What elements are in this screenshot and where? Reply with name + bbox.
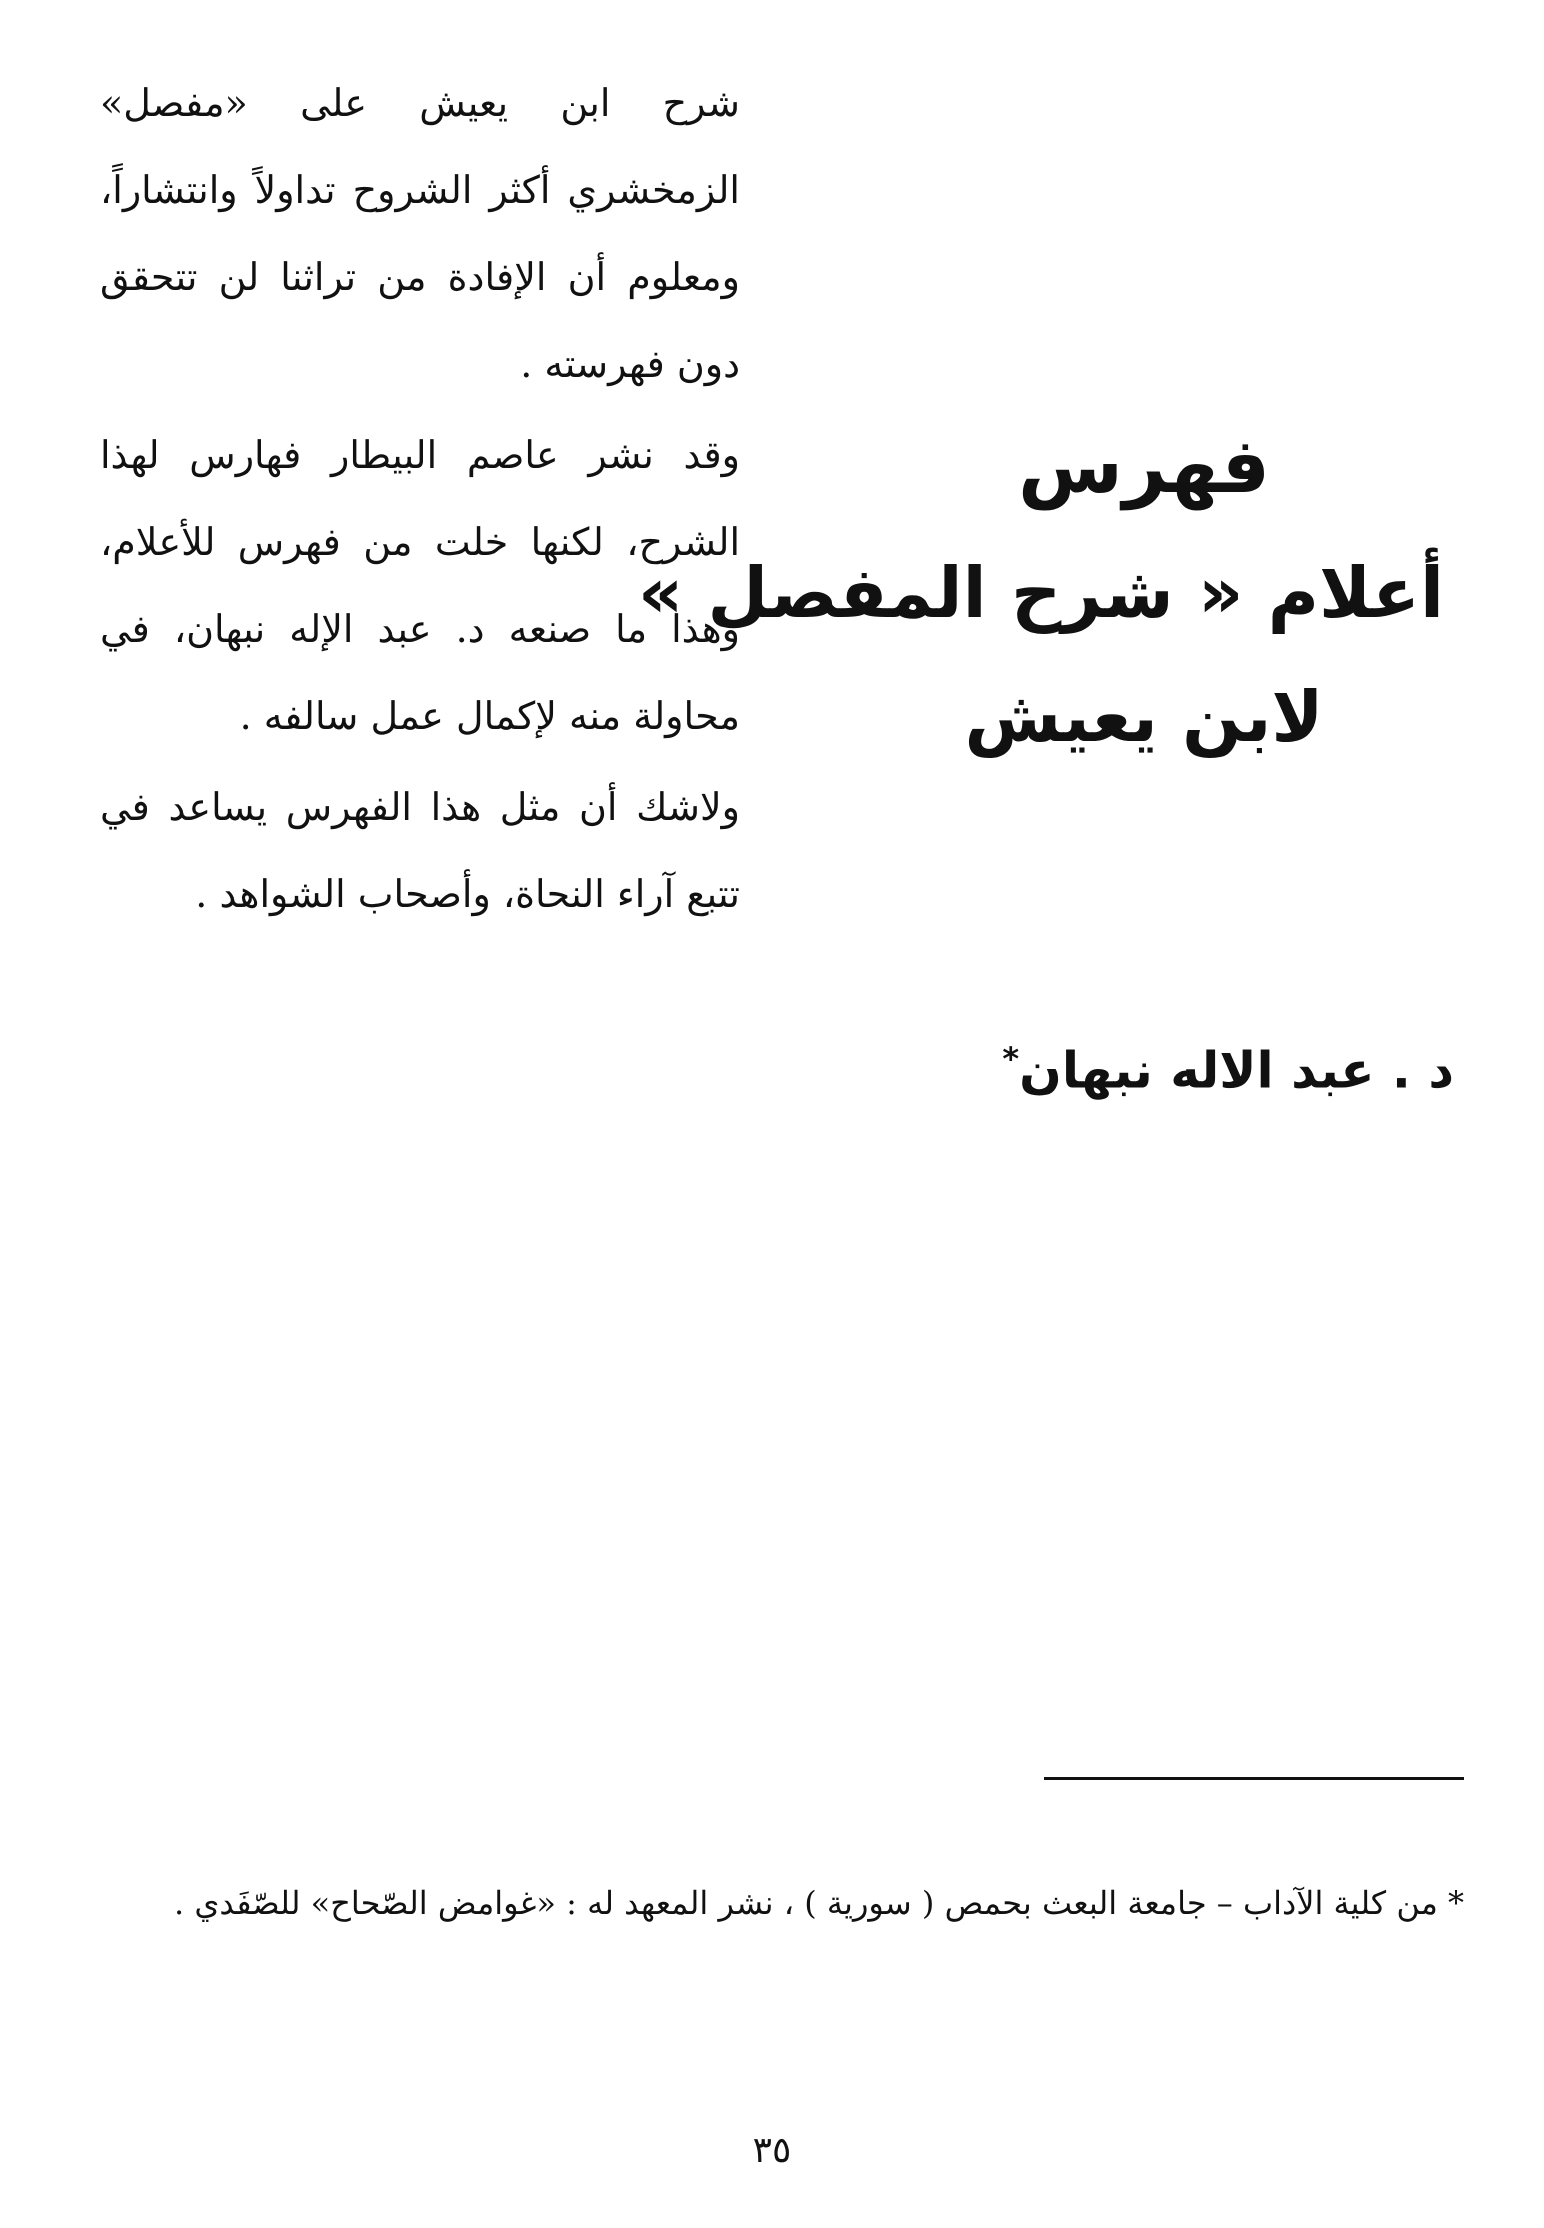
title-line-2: أعلام « شرح المفصل » — [637, 552, 1444, 635]
page-number: ٣٥ — [752, 2130, 792, 2171]
article-title — [637, 420, 1444, 799]
footnote-marker: * — [1002, 1040, 1020, 1078]
intro-paragraph-3: ولاشك أن مثل هذا الفهرس يساعد في تتبع آراء النحاة، وأصحاب الشواهد . — [100, 785, 740, 916]
intro-text — [100, 60, 740, 942]
intro-paragraph-1: شرح ابن يعيش على «مفصل» الزمخشري أكثر الشروح تداولاً وانتشاراً، ومعلوم أن الإفادة من تراثنا لن تتحقق دون فهرسته . — [100, 81, 740, 386]
footnote: * من كلية الآداب – جامعة البعث بحمص ( سورية ) ، نشر المعهد له : «غوامض الصّحاح» للصّفَدي . — [174, 1884, 1464, 1922]
title-line-3: لابن يعيش — [964, 676, 1324, 759]
footnote-divider — [1044, 1777, 1464, 1780]
title-line-1: فهرس — [1017, 421, 1271, 510]
intro-paragraph-2: وقد نشر عاصم البيطار فهارس لهذا الشرح، لكنها خلت من فهرس للأعلام، وهذا ما صنعه د. عبد الإله نبهان، في محاولة منه لإكمال عمل سالفه . — [100, 433, 740, 738]
author-name: د . عبد الاله نبهان — [1019, 1041, 1454, 1100]
author-byline — [894, 1040, 1454, 1100]
